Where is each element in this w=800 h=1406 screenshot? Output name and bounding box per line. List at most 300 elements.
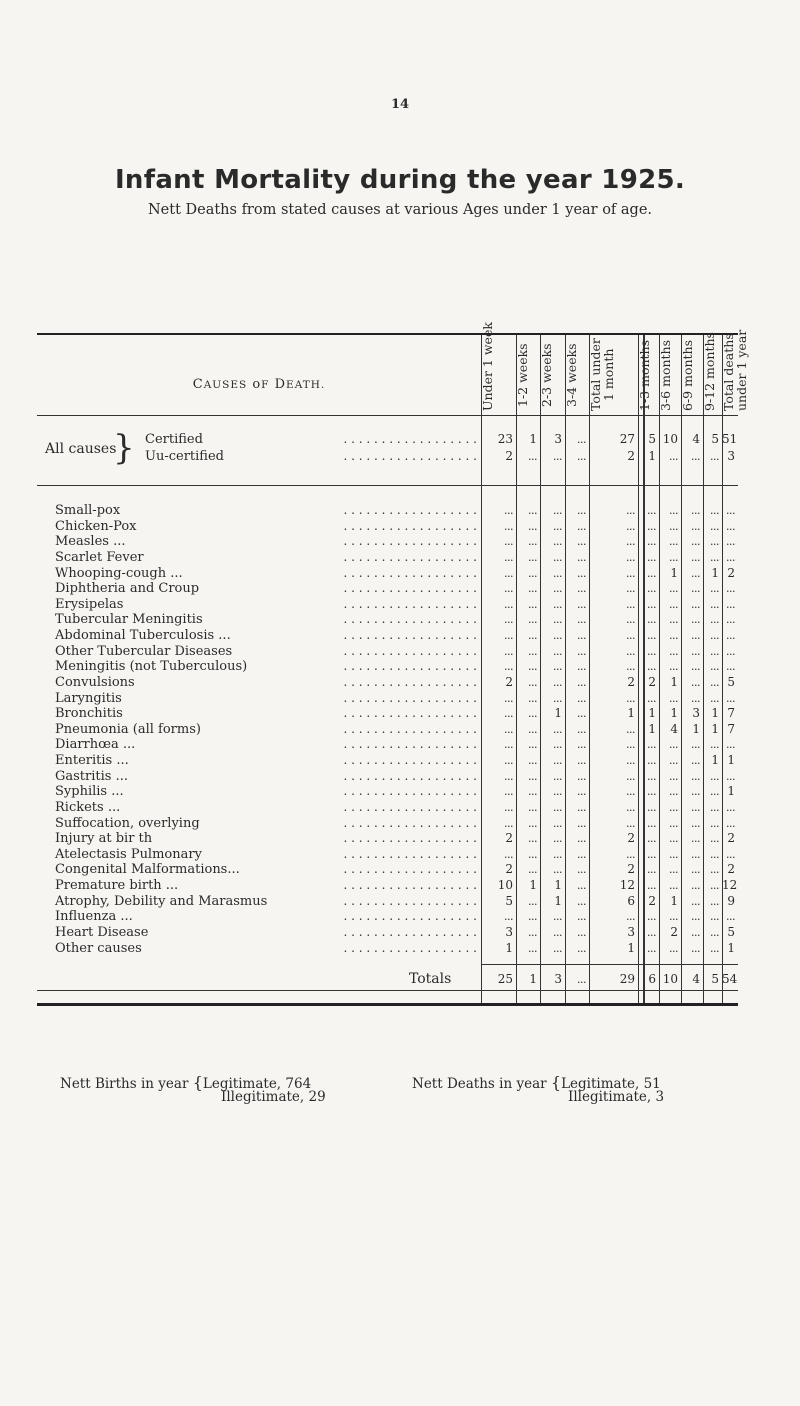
header-line: Total under	[588, 338, 603, 411]
cause-label: Meningitis (not Tuberculous)	[55, 659, 248, 675]
deaths-label: Nett Deaths in year	[412, 1076, 547, 1092]
cause-label: Scarlet Fever	[55, 549, 144, 565]
table-cell: ...	[669, 660, 678, 674]
table-cell: ...	[626, 691, 635, 705]
table-cell: ...	[504, 613, 513, 627]
table-cell: ...	[669, 832, 678, 846]
table-cell: ...	[647, 910, 656, 924]
all-causes-row-label: Uu-certified	[145, 449, 224, 464]
table-cell: ...	[726, 629, 735, 643]
table-cell: ...	[710, 785, 719, 799]
table-cell: ...	[669, 644, 678, 658]
table-cell: ...	[553, 691, 562, 705]
table-cell: ...	[528, 722, 537, 736]
table-cell: ...	[691, 910, 700, 924]
cause-label: Atelectasis Pulmonary	[55, 846, 202, 862]
table-cell: 1	[554, 893, 562, 908]
table-cell: ...	[710, 926, 719, 939]
age-column-header: 9-12 months	[702, 332, 717, 411]
table-cell: 29	[619, 972, 635, 986]
table-cell: ...	[710, 691, 719, 705]
leader-dots: . . . . . . . . . . . . . . . . . .	[343, 846, 477, 861]
table-cell: ...	[626, 550, 635, 564]
table-cell: ...	[577, 722, 586, 736]
table-cell: 12	[619, 878, 635, 893]
table-cell: 3	[505, 925, 513, 939]
table-cell: 1	[692, 721, 700, 736]
table-cell: 1	[670, 706, 678, 721]
cause-label: Measles ...	[55, 534, 126, 550]
table-cell: ...	[553, 660, 562, 674]
table-cell: ...	[528, 738, 537, 752]
table-cell: 2	[627, 831, 635, 846]
deaths-legit-value: Legitimate, 51	[561, 1076, 661, 1092]
table-cell: 2	[627, 674, 635, 689]
leader-dots: . . . . . . . . . . . . . . . . . .	[343, 893, 477, 908]
table-cell: ...	[710, 769, 719, 783]
table-cell: ...	[528, 785, 537, 799]
table-cell: ...	[726, 597, 735, 611]
leader-dots: . . . . . . . . . . . . . . . . . .	[343, 940, 477, 955]
table-cell: ...	[710, 644, 719, 658]
table-cell: ...	[710, 582, 719, 596]
leader-dots: . . . . . . . . . . . . . . . . . .	[343, 612, 477, 627]
table-cell: ...	[710, 535, 719, 549]
table-cell: ...	[553, 863, 562, 877]
leader-dots: . . . . . . . . . . . . . . . . . .	[343, 503, 477, 517]
table-cell: ...	[669, 863, 678, 877]
table-cell: ...	[504, 691, 513, 705]
table-cell: 3	[627, 925, 635, 939]
table-cell: ...	[528, 832, 537, 846]
deaths-illegitimate	[568, 1089, 664, 1105]
table-cell: 1	[711, 565, 719, 580]
table-cell: ...	[626, 769, 635, 783]
table-cell: ...	[504, 847, 513, 861]
cause-label: Enteritis ...	[55, 753, 129, 769]
table-cell: 9	[727, 893, 735, 908]
age-column-header	[589, 339, 638, 411]
table-cell: 2	[648, 893, 656, 908]
table-cell: ...	[669, 597, 678, 611]
table-cell: ...	[647, 941, 656, 955]
leader-dots: . . . . . . . . . . . . . . . . . .	[343, 565, 477, 580]
table-cell: 1	[554, 878, 562, 893]
cause-label: Tubercular Meningitis	[55, 612, 203, 628]
table-cell: ...	[577, 613, 586, 627]
table-cell: ...	[528, 582, 537, 596]
header-line: Total deaths	[721, 333, 736, 411]
table-cell: 2	[627, 862, 635, 877]
age-column-header: 3-6 months	[658, 339, 673, 411]
age-column-header: 1-2 weeks	[515, 343, 530, 407]
table-cell: 5	[711, 432, 719, 446]
leader-dots: . . . . . . . . . . . . . . . . . .	[343, 799, 477, 814]
table-cell: ...	[553, 800, 562, 814]
table-cell: ...	[626, 644, 635, 658]
table-cell: 4	[670, 721, 678, 736]
leader-dots: . . . . . . . . . . . . . . . . . .	[343, 753, 477, 768]
table-cell: ...	[647, 816, 656, 830]
table-cell: ...	[528, 644, 537, 658]
table-cell: ...	[626, 738, 635, 752]
table-cell: ...	[726, 519, 735, 533]
table-cell: ...	[726, 660, 735, 674]
deaths-illegit-value: Illegitimate, 3	[568, 1089, 665, 1105]
table-cell: ...	[647, 613, 656, 627]
table-cell: ...	[577, 450, 586, 463]
cause-label: Rickets ...	[55, 799, 121, 815]
table-cell: ...	[528, 519, 537, 533]
table-cell: 1	[727, 784, 735, 799]
table-cell: ...	[553, 504, 562, 517]
leader-dots: . . . . . . . . . . . . . . . . . .	[343, 643, 477, 658]
table-cell: ...	[669, 613, 678, 627]
table-cell: ...	[726, 691, 735, 705]
causes-rest: AUSES	[203, 379, 248, 391]
table-cell: ...	[577, 769, 586, 783]
causes-rest: EATH.	[286, 379, 326, 391]
table-cell: ...	[647, 847, 656, 861]
table-cell: 25	[497, 972, 513, 986]
table-cell: ...	[504, 816, 513, 830]
table-cell: 1	[648, 449, 656, 463]
table-cell: ...	[553, 566, 562, 580]
header-line: 1 month	[601, 348, 616, 402]
table-cell: ...	[710, 910, 719, 924]
leader-dots: . . . . . . . . . . . . . . . . . .	[343, 737, 477, 752]
age-column-header: 3-4 weeks	[564, 343, 579, 407]
table-cell: ...	[710, 832, 719, 846]
table-cell: ...	[669, 450, 678, 463]
table-cell: ...	[504, 910, 513, 924]
table-cell: ...	[626, 613, 635, 627]
all-causes-label: All causes	[45, 441, 117, 457]
cause-label: Influenza ...	[55, 909, 133, 925]
mortality-table	[37, 322, 749, 1006]
table-cell: ...	[691, 644, 700, 658]
table-cell: ...	[528, 769, 537, 783]
table-cell: ...	[553, 754, 562, 768]
table-cell: ...	[528, 566, 537, 580]
table-cell: ...	[691, 754, 700, 768]
causes-rest: F	[261, 379, 270, 391]
table-cell: 3	[727, 449, 735, 463]
table-cell: ...	[553, 613, 562, 627]
totals-label: Totals	[409, 971, 452, 987]
table-cell: ...	[528, 613, 537, 627]
causes-word	[275, 377, 326, 392]
table-cell: ...	[647, 519, 656, 533]
row-rule	[481, 964, 738, 965]
cause-label: Convulsions	[55, 674, 135, 690]
table-cell: ...	[626, 754, 635, 768]
table-cell: ...	[726, 644, 735, 658]
table-cell: ...	[647, 644, 656, 658]
table-cell: 1	[670, 565, 678, 580]
table-cell: 12	[722, 878, 738, 893]
table-cell: ...	[691, 675, 700, 689]
table-cell: 51	[722, 432, 738, 446]
table-cell: ...	[577, 566, 586, 580]
table-cell: ...	[710, 894, 719, 908]
table-cell: ...	[691, 926, 700, 939]
table-cell: ...	[669, 800, 678, 814]
table-cell: ...	[691, 629, 700, 643]
table-cell: ...	[669, 754, 678, 768]
table-cell: ...	[528, 675, 537, 689]
table-cell: ...	[504, 550, 513, 564]
births-legit-value: Legitimate, 764	[202, 1076, 312, 1092]
table-cell: ...	[553, 450, 562, 463]
leader-dots: . . . . . . . . . . . . . . . . . .	[343, 549, 477, 564]
table-cell: ...	[577, 550, 586, 564]
table-cell: 1	[529, 432, 537, 446]
table-cell: ...	[691, 582, 700, 596]
table-cell: ...	[528, 504, 537, 517]
table-cell: ...	[669, 738, 678, 752]
leader-dots: . . . . . . . . . . . . . . . . . .	[343, 706, 477, 721]
table-cell: ...	[504, 535, 513, 549]
table-cell: ...	[691, 550, 700, 564]
table-cell: ...	[528, 660, 537, 674]
table-cell: ...	[528, 691, 537, 705]
table-cell: ...	[669, 691, 678, 705]
table-cell: ...	[647, 754, 656, 768]
table-cell: 10	[662, 432, 678, 446]
table-cell: ...	[691, 879, 700, 893]
table-cell: ...	[626, 800, 635, 814]
table-cell: ...	[504, 629, 513, 643]
table-cell: 1	[554, 706, 562, 721]
table-cell: ...	[553, 722, 562, 736]
table-cell: 1	[505, 940, 513, 955]
table-cell: ...	[504, 769, 513, 783]
table-cell: 6	[648, 972, 656, 986]
table-cell: ...	[577, 644, 586, 658]
table-cell: ...	[504, 504, 513, 517]
table-cell: ...	[577, 879, 586, 893]
table-cell: ...	[710, 613, 719, 627]
leader-dots: . . . . . . . . . . . . . . . . . .	[343, 690, 477, 705]
table-cell: ...	[647, 550, 656, 564]
table-cell: ...	[647, 691, 656, 705]
table-cell: ...	[726, 550, 735, 564]
table-cell: ...	[504, 785, 513, 799]
table-cell: ...	[669, 847, 678, 861]
table-cell: ...	[528, 754, 537, 768]
table-cell: ...	[710, 450, 719, 463]
causes-column-header	[37, 377, 481, 392]
table-cell: 1	[727, 753, 735, 768]
row-rule	[37, 415, 738, 416]
table-cell: 2	[727, 565, 735, 580]
age-column-header: 2-3 weeks	[539, 343, 554, 407]
table-cell: ...	[626, 722, 635, 736]
table-cell: ...	[577, 894, 586, 908]
table-cell: ...	[710, 941, 719, 955]
leader-dots: . . . . . . . . . . . . . . . . . .	[343, 768, 477, 783]
table-cell: ...	[726, 582, 735, 596]
table-cell: ...	[577, 754, 586, 768]
table-cell: 2	[505, 862, 513, 877]
table-cell: 3	[554, 972, 562, 986]
table-cell: ...	[726, 613, 735, 627]
table-cell: 27	[619, 432, 635, 446]
table-cell: ...	[553, 941, 562, 955]
table-cell: 23	[497, 432, 513, 446]
table-cell: ...	[669, 816, 678, 830]
table-cell: ...	[691, 691, 700, 705]
table-cell: ...	[626, 785, 635, 799]
cause-label: Bronchitis	[55, 706, 123, 722]
table-cell: ...	[669, 519, 678, 533]
table-cell: ...	[647, 879, 656, 893]
table-cell: ...	[577, 675, 586, 689]
table-cell: 10	[662, 972, 678, 986]
table-cell: 54	[722, 972, 738, 986]
table-cell: ...	[528, 800, 537, 814]
table-cell: ...	[669, 879, 678, 893]
leader-dots: . . . . . . . . . . . . . . . . . .	[343, 815, 477, 830]
cause-label: Abdominal Tuberculosis ...	[55, 628, 231, 644]
table-cell: ...	[647, 504, 656, 517]
table-cell: ...	[691, 504, 700, 517]
table-cell: ...	[577, 910, 586, 924]
table-cell: ...	[553, 597, 562, 611]
table-cell: 10	[497, 878, 513, 893]
table-cell: ...	[577, 519, 586, 533]
table-cell: ...	[626, 629, 635, 643]
cause-label: Other causes	[55, 940, 142, 956]
leader-dots: . . . . . . . . . . . . . . . . . .	[343, 784, 477, 799]
leader-dots: . . . . . . . . . . . . . . . . . .	[343, 925, 477, 939]
table-cell: ...	[691, 519, 700, 533]
table-cell: ...	[577, 660, 586, 674]
table-cell: ...	[504, 738, 513, 752]
table-cell: 1	[711, 721, 719, 736]
table-cell: ...	[528, 894, 537, 908]
table-cell: 4	[692, 432, 700, 446]
table-cell: 2	[648, 674, 656, 689]
table-cell: ...	[691, 660, 700, 674]
causes-initial: D	[274, 377, 287, 392]
table-cell: ...	[669, 582, 678, 596]
table-cell: 2	[505, 674, 513, 689]
table-cell: ...	[528, 863, 537, 877]
table-cell: ...	[553, 629, 562, 643]
table-cell: ...	[691, 863, 700, 877]
table-cell: ...	[710, 675, 719, 689]
table-cell: ...	[669, 504, 678, 517]
table-cell: ...	[553, 832, 562, 846]
table-cell: ...	[647, 597, 656, 611]
table-cell: 5	[727, 674, 735, 689]
table-cell: 3	[554, 432, 562, 446]
table-cell: ...	[691, 785, 700, 799]
causes-initial: o	[252, 377, 262, 392]
table-subtitle: Nett Deaths from stated causes at various Ages under 1 year of age.	[147, 202, 653, 218]
table-cell: ...	[553, 738, 562, 752]
table-cell: ...	[710, 519, 719, 533]
age-column-header	[721, 329, 749, 411]
row-rule	[37, 485, 738, 486]
table-cell: ...	[726, 847, 735, 861]
table-cell: 1	[670, 674, 678, 689]
table-cell: 5	[711, 972, 719, 986]
table-cell: ...	[647, 660, 656, 674]
table-cell: ...	[553, 847, 562, 861]
table-cell: ...	[710, 863, 719, 877]
cause-label: Small-pox	[55, 503, 121, 518]
table-cell: ...	[691, 847, 700, 861]
table-cell: ...	[528, 597, 537, 611]
table-cell: ...	[553, 644, 562, 658]
table-cell: ...	[647, 785, 656, 799]
table-cell: ...	[626, 847, 635, 861]
cause-label: Diphtheria and Croup	[55, 581, 200, 597]
table-cell: ...	[710, 597, 719, 611]
table-cell: ...	[726, 535, 735, 549]
table-cell: ...	[504, 660, 513, 674]
table-cell: ...	[726, 769, 735, 783]
table-cell: ...	[710, 800, 719, 814]
leader-dots: . . . . . . . . . . . . . . . . . .	[343, 878, 477, 893]
table-cell: ...	[726, 504, 735, 517]
table-cell: ...	[647, 738, 656, 752]
table-cell: ...	[553, 519, 562, 533]
table-cell: ...	[553, 926, 562, 939]
table-cell: ...	[647, 863, 656, 877]
leader-dots: . . . . . . . . . . . . . . . . . .	[343, 831, 477, 846]
table-cell: ...	[691, 738, 700, 752]
table-cell: ...	[626, 910, 635, 924]
table-cell: ...	[553, 785, 562, 799]
table-cell: ...	[553, 910, 562, 924]
deaths-legitimate: Nett Deaths in year {Legitimate, 51	[412, 1073, 661, 1092]
table-cell: ...	[626, 582, 635, 596]
table-cell: ...	[577, 504, 586, 517]
births-legitimate: Nett Births in year {Legitimate, 764	[60, 1073, 312, 1092]
table-cell: ...	[504, 582, 513, 596]
table-cell: ...	[504, 597, 513, 611]
table-cell: ...	[691, 597, 700, 611]
age-column-header: 6-9 months	[680, 339, 695, 411]
table-cell: ...	[669, 550, 678, 564]
table-cell: ...	[528, 535, 537, 549]
births-label: Nett Births in year	[60, 1076, 189, 1092]
table-cell: ...	[504, 644, 513, 658]
table-cell: 5	[505, 893, 513, 908]
table-cell: ...	[647, 832, 656, 846]
cause-label: Suffocation, overlying	[55, 815, 200, 831]
table-cell: ...	[647, 582, 656, 596]
table-cell: ...	[647, 566, 656, 580]
cause-label: Premature birth ...	[55, 878, 179, 894]
table-cell: 1	[727, 940, 735, 955]
causes-word	[252, 377, 269, 392]
table-cell: 2	[670, 925, 678, 939]
table-cell: ...	[553, 816, 562, 830]
table-cell: ...	[577, 433, 586, 446]
all-causes-brace: }	[113, 428, 135, 468]
table-cell: 5	[648, 432, 656, 446]
table-cell: ...	[710, 550, 719, 564]
table-cell: ...	[577, 832, 586, 846]
table-cell: 2	[727, 831, 735, 846]
leader-dots: . . . . . . . . . . . . . . . . . .	[343, 674, 477, 689]
table-cell: ...	[647, 769, 656, 783]
